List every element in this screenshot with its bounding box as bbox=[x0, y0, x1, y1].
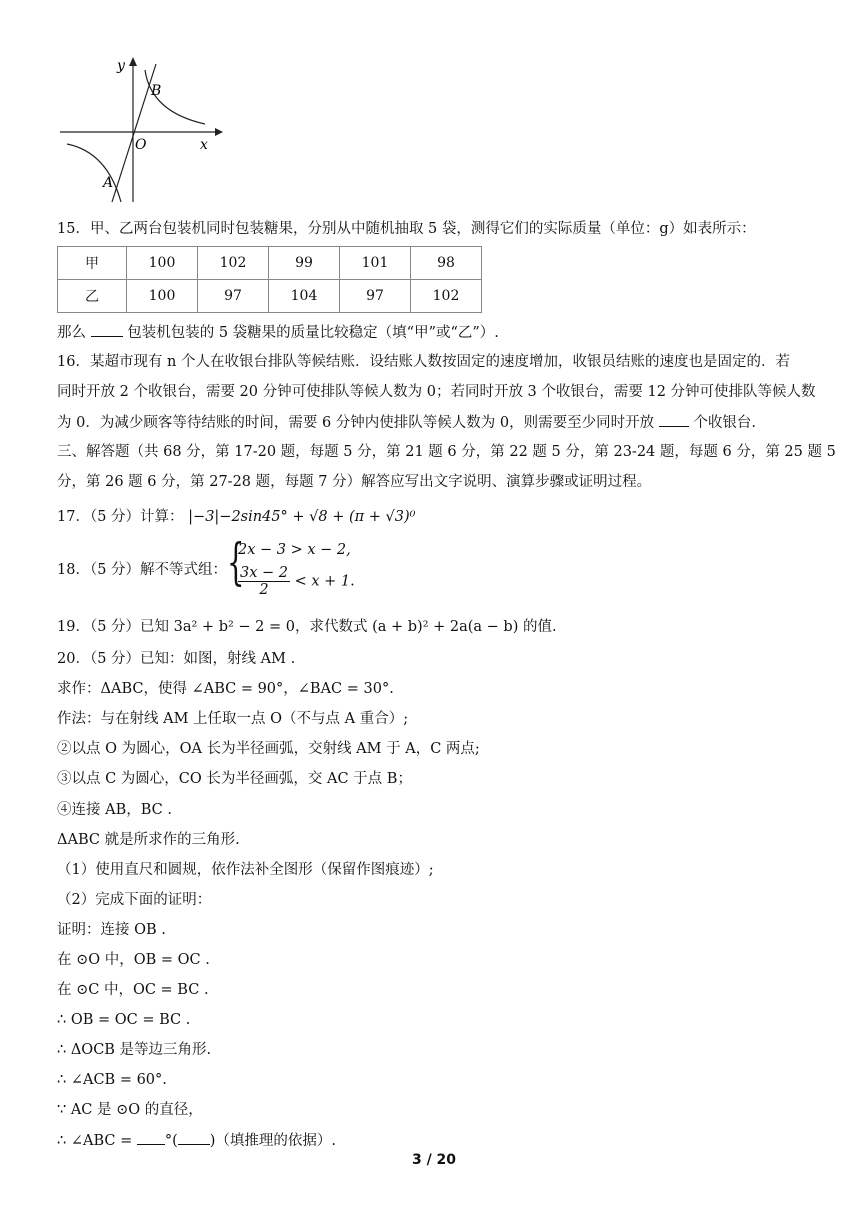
row-label: 甲 bbox=[58, 247, 127, 280]
q20-line: 求作：ΔABC，使得 ∠ABC = 90°，∠BAC = 30°. bbox=[57, 681, 394, 697]
q20-line: （1）使用直尺和圆规，依作法补全图形（保留作图痕迹）; bbox=[57, 862, 434, 878]
q19: 19．（5 分）已知 3a² + b² − 2 = 0，求代数式 (a + b)² + 2a(a − b) 的值. bbox=[57, 619, 557, 635]
function-graph bbox=[55, 52, 225, 212]
q20-line: 作法：与在射线 AM 上任取一点 O（不与点 A 重合）; bbox=[57, 711, 409, 727]
fraction-denominator: 2 bbox=[259, 582, 269, 598]
q18-label: 18．（5 分）解不等式组： bbox=[57, 562, 228, 578]
q20-last-suffix: )（填推理的依据）. bbox=[209, 1133, 337, 1149]
hyperbola-branch-2 bbox=[67, 144, 121, 202]
q18-end: . bbox=[350, 573, 355, 590]
q16-line-3 bbox=[57, 412, 756, 433]
q15-text: 15．甲、乙两台包装机同时包装糖果，分别从中随机抽取 5 袋，测得它们的实际质量（单位：g）如表所示： bbox=[57, 221, 756, 237]
q20-last-prefix: ∴ ∠ABC = bbox=[57, 1133, 133, 1149]
q15-prefix: 那么 bbox=[57, 325, 86, 341]
q15-table bbox=[57, 246, 482, 313]
x-axis-arrow bbox=[215, 128, 223, 136]
table-cell: 101 bbox=[340, 247, 411, 280]
table-cell: 100 bbox=[127, 280, 198, 313]
q20-line: 证明：连接 OB . bbox=[57, 922, 166, 938]
table-cell: 100 bbox=[127, 247, 198, 280]
q17-label: 17．（5 分）计算： bbox=[57, 509, 184, 525]
q20-last-mid: °( bbox=[164, 1133, 178, 1149]
table-cell: 97 bbox=[198, 280, 269, 313]
q15-suffix: 包装机包装的 5 袋糖果的质量比较稳定（填“甲”或“乙”）. bbox=[127, 325, 499, 341]
table-cell: 98 bbox=[411, 247, 482, 280]
table-cell: 99 bbox=[269, 247, 340, 280]
origin-label: O bbox=[135, 137, 147, 153]
y-axis-arrow bbox=[129, 57, 137, 66]
q17 bbox=[57, 507, 415, 527]
q17-expression: |−3|−2sin45° + √8 + (π + √3)⁰ bbox=[188, 509, 416, 525]
q20-line: 在 ⊙C 中，OC = BC . bbox=[57, 982, 209, 998]
q20-line: ③以点 C 为圆心，CO 长为半径画弧，交 AC 于点 B； bbox=[57, 771, 412, 787]
q20-last-line bbox=[57, 1130, 336, 1151]
point-b-label: B bbox=[151, 83, 162, 99]
q20-line: （2）完成下面的证明： bbox=[57, 892, 212, 908]
section-3-line-1: 三、解答题（共 68 分，第 17-20 题，每题 5 分，第 21 题 6 分，第 22 题 5 分，第 23-24 题，每题 6 分，第 25 题 5 bbox=[57, 444, 836, 460]
q15-answer-line bbox=[57, 322, 499, 343]
q20-line: ∵ AC 是 ⊙O 的直径， bbox=[57, 1102, 203, 1118]
q16-line-1: 16．某超市现有 n 个人在收银台排队等候结账．设结账人数按固定的速度增加，收银员结账的速度也是固定的．若 bbox=[57, 354, 791, 370]
q20-angle-blank[interactable] bbox=[137, 1130, 165, 1145]
q20-line: ②以点 O 为圆心，OA 长为半径画弧，交射线 AM 于 A，C 两点; bbox=[57, 741, 480, 757]
fraction-numerator: 3x − 2 bbox=[240, 565, 288, 581]
q20-line: ∴ ∠ACB = 60°. bbox=[57, 1072, 167, 1088]
q20-line: ∴ OB = OC = BC . bbox=[57, 1012, 191, 1028]
table-cell: 104 bbox=[269, 280, 340, 313]
q18-fraction bbox=[238, 565, 290, 598]
section-3-line-2: 分，第 26 题 6 分，第 27-28 题，每题 7 分）解答应写出文字说明、演算步骤或证明过程。 bbox=[57, 474, 652, 490]
page-number: 3 / 20 bbox=[411, 1152, 457, 1168]
table-cell: 97 bbox=[340, 280, 411, 313]
q16-line-2: 同时开放 2 个收银台，需要 20 分钟可使排队等候人数为 0；若同时开放 3 个收银台，需要 12 分钟可使排队等候人数 bbox=[57, 384, 816, 400]
q16-blank[interactable] bbox=[659, 412, 689, 427]
q20-line: ④连接 AB，BC . bbox=[57, 802, 172, 818]
q15-blank[interactable] bbox=[91, 322, 123, 337]
q16-suffix: 个收银台. bbox=[693, 415, 756, 431]
table-cell: 102 bbox=[198, 247, 269, 280]
table-cell: 102 bbox=[411, 280, 482, 313]
q20-reason-blank[interactable] bbox=[178, 1130, 210, 1145]
q18-inequality-1: 2x − 3 > x − 2, bbox=[238, 542, 351, 558]
q16-prefix: 为 0．为减少顾客等待结账的时间，需要 6 分钟内使排队等候人数为 0，则需要至少同时开放 bbox=[57, 415, 655, 431]
row-label: 乙 bbox=[58, 280, 127, 313]
q20-line: 20．（5 分）已知：如图，射线 AM . bbox=[57, 651, 296, 667]
q20-line: 在 ⊙O 中，OB = OC . bbox=[57, 952, 210, 968]
q18-inequality-2 bbox=[238, 565, 355, 598]
table-row bbox=[58, 247, 482, 280]
table-row bbox=[58, 280, 482, 313]
system-brace: { bbox=[227, 533, 245, 591]
point-a-label: A bbox=[103, 175, 114, 191]
q20-line: ∴ ΔOCB 是等边三角形. bbox=[57, 1042, 212, 1058]
y-axis-label: y bbox=[117, 58, 125, 74]
q18-rhs: < x + 1 bbox=[294, 573, 351, 590]
q20-line: ΔABC 就是所求作的三角形. bbox=[57, 832, 240, 848]
x-axis-label: x bbox=[200, 137, 208, 153]
